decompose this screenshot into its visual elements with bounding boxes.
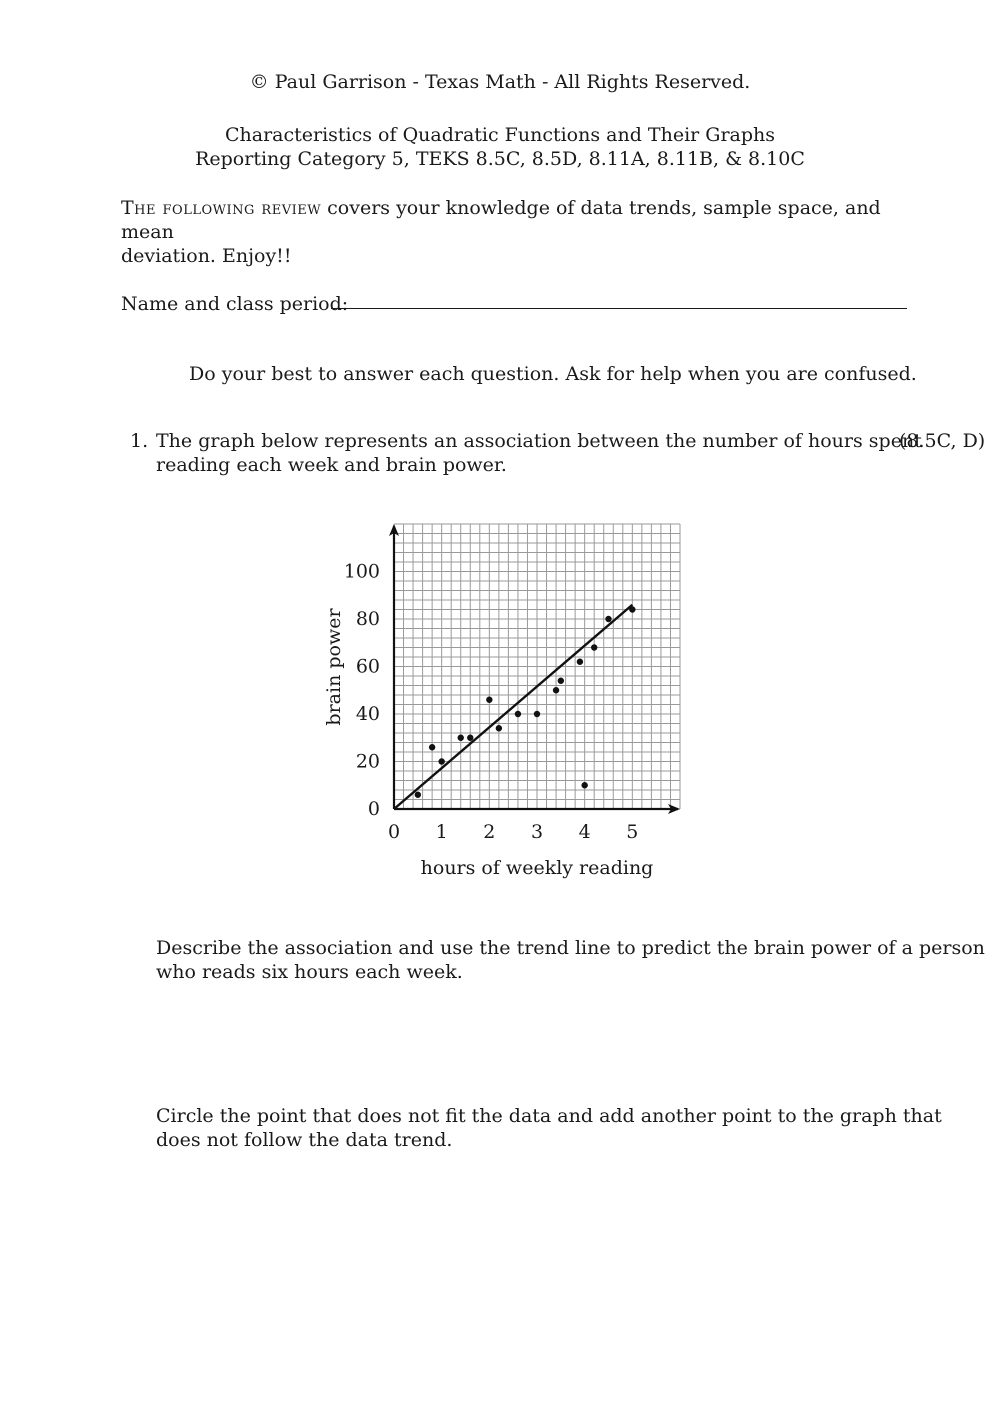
title-line-1: Characteristics of Quadratic Functions and Their Graphs (224, 124, 776, 146)
instructions: Do your best to answer each question. Ask for help when you are confused. (189, 363, 917, 385)
data-point (629, 606, 635, 612)
scatter-plot-svg (300, 510, 720, 900)
copyright-text: Paul Garrison - Texas Math - All Rights Reserved. (274, 71, 751, 93)
data-point (438, 758, 444, 764)
y-tick-label: 0 (367, 798, 380, 820)
intro-line-2: deviation. Enjoy!! (121, 245, 292, 267)
y-tick-label: 100 (343, 560, 380, 583)
trend-line-layer (394, 605, 632, 809)
question-text-line-2: reading each week and brain power. (156, 454, 507, 476)
data-point (558, 678, 564, 684)
intro-rest: covers your knowledge of data trends, sample space, and mean (121, 197, 881, 243)
trend-line (394, 605, 632, 809)
part-b-line-1: Circle the point that does not fit the data and add another point to the graph that (156, 1105, 942, 1127)
grid-layer (394, 524, 680, 809)
x-tick-label: 1 (435, 821, 448, 843)
points-layer (415, 606, 636, 798)
y-tick-label: 20 (355, 750, 380, 773)
data-point (515, 711, 521, 717)
intro-lead: The following review (121, 197, 322, 219)
data-point (553, 687, 559, 693)
x-axis-label: hours of weekly reading (420, 857, 654, 879)
x-tick-label: 2 (483, 821, 496, 843)
x-tick-label: 3 (530, 821, 544, 843)
part-a-line-2: who reads six hours each week. (156, 961, 463, 983)
question-text-line-1: The graph below represents an association between the number of hours spent (156, 430, 922, 452)
name-label: Name and class period: (121, 293, 349, 315)
data-point (534, 711, 540, 717)
title-line-2: Reporting Category 5, TEKS 8.5C, 8.5D, 8.11A, 8.11B, & 8.10C (195, 148, 805, 170)
data-point (458, 735, 464, 741)
y-tick-label: 60 (355, 655, 380, 678)
scatter-chart (300, 510, 720, 900)
part-a-line-1: Describe the association and use the trend line to predict the brain power of a person (156, 937, 985, 959)
data-point (591, 644, 597, 650)
y-tick-label: 40 (355, 703, 380, 725)
data-point (467, 735, 473, 741)
question-standard: (8.5C, D) (899, 430, 986, 452)
data-point (429, 744, 435, 750)
x-tick-label: 0 (387, 821, 401, 843)
question-number: 1. (130, 430, 149, 452)
part-b-line-2: does not follow the data trend. (156, 1129, 453, 1151)
data-point (581, 782, 587, 788)
name-input-line[interactable] (331, 308, 907, 309)
intro-paragraph (121, 196, 921, 268)
data-point (415, 792, 421, 798)
data-point (605, 616, 611, 622)
x-tick-label: 4 (578, 821, 591, 843)
data-point (486, 697, 492, 703)
data-point (496, 725, 502, 731)
copyright-line (0, 70, 1000, 94)
copyright-symbol: © (249, 71, 269, 93)
y-tick-label: 80 (355, 608, 380, 630)
y-axis-label: brain power (323, 608, 345, 726)
data-point (577, 659, 583, 665)
x-tick-label: 5 (626, 821, 639, 843)
